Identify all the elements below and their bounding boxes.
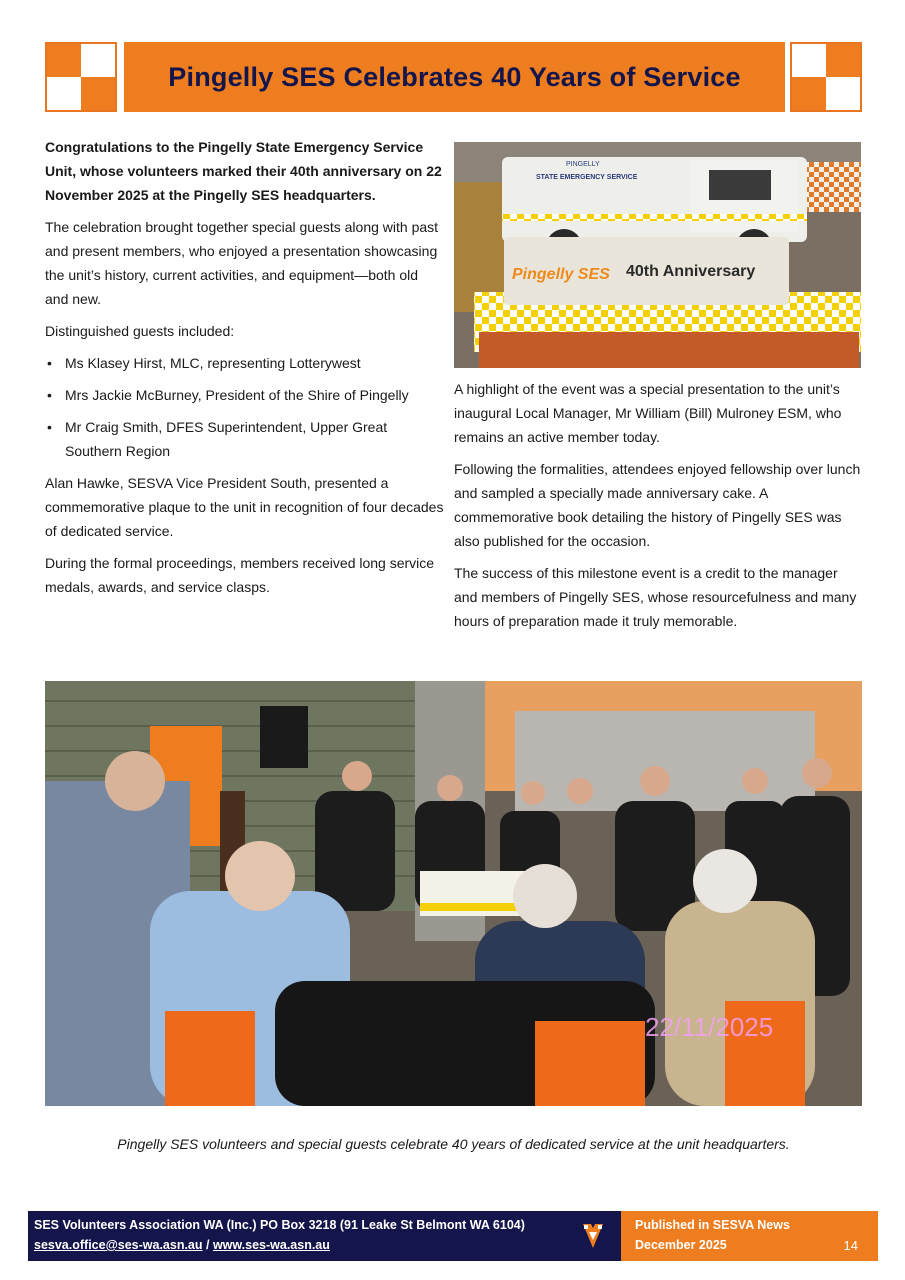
footer-contact (28, 1211, 621, 1261)
paragraph: Following the formalities, attendees enjoyed fellowship over lunch and sampled a specially made anniversary cake. A commemorative book detailing the history of Pingelly SES was also published for the occasion. (454, 461, 861, 549)
cake-label-dark: 40th Anniversary (626, 263, 756, 280)
truck-text: STATE EMERGENCY SERVICE (536, 174, 638, 181)
footer-publication (621, 1211, 878, 1261)
published-label: Published in SESVA News (635, 1218, 790, 1232)
issue-date: December 2025 (635, 1238, 727, 1252)
footer-links (34, 1238, 330, 1252)
list-item: • Ms Klasey Hirst, MLC, representing Lotterywest (45, 351, 445, 375)
link-separator: / (202, 1238, 213, 1252)
paragraph: The success of this milestone event is a credit to the manager and members of Pingelly SES, whose resourcefulness and many hours of preparation made it truly memorable. (454, 565, 857, 629)
checkered-logo-right (790, 42, 862, 112)
sesva-logo-icon (581, 1222, 605, 1250)
paragraph: During the formal proceedings, members received long service medals, awards, and service clasps. (45, 555, 435, 595)
page-number: 14 (843, 1238, 858, 1253)
list-item: • Mrs Jackie McBurney, President of the Shire of Pingelly (45, 383, 445, 407)
group-photo (45, 681, 862, 1106)
page-title: Pingelly SES Celebrates 40 Years of Service (168, 61, 741, 92)
guest-list (45, 351, 445, 463)
truck-text-top: PINGELLY (566, 161, 600, 168)
cake-photo (454, 142, 861, 368)
date-stamp: 22/11/2025 (645, 1012, 774, 1042)
paragraph: Alan Hawke, SESVA Vice President South, presented a commemorative plaque to the unit in recognition of four decades of dedicated service. (45, 475, 444, 539)
title-bar (124, 42, 785, 112)
lead-paragraph: Congratulations to the Pingelly State Emergency Service Unit, whose volunteers marked their 40th anniversary on 22 November 2025 at the Pingelly SES headquarters. (45, 139, 442, 203)
list-item: • Mr Craig Smith, DFES Superintendent, Upper Great Southern Region (45, 415, 445, 463)
photo-caption: Pingelly SES volunteers and special guests celebrate 40 years of dedicated service at the unit headquarters. (117, 1136, 790, 1152)
left-column (45, 135, 445, 607)
email-link[interactable]: sesva.office@ses-wa.asn.au (34, 1238, 203, 1252)
paragraph: Distinguished guests included: (45, 323, 235, 339)
right-column (454, 377, 864, 641)
paragraph: A highlight of the event was a special presentation to the unit’s inaugural Local Manager, Mr William (Bill) Mulroney ESM, who remains an active member today. (454, 381, 842, 445)
cake-label-orange: Pingelly SES (512, 266, 610, 283)
website-link[interactable]: www.ses-wa.asn.au (212, 1238, 330, 1252)
checkered-logo-left (45, 42, 117, 112)
footer-org-line: SES Volunteers Association WA (Inc.) PO Box 3218 (91 Leake St Belmont WA 6104) (34, 1218, 525, 1232)
paragraph: The celebration brought together special guests along with past and present members, who enjoyed a presentation showcasing the unit’s history, current activities, and equipment—both old and new. (45, 219, 439, 307)
